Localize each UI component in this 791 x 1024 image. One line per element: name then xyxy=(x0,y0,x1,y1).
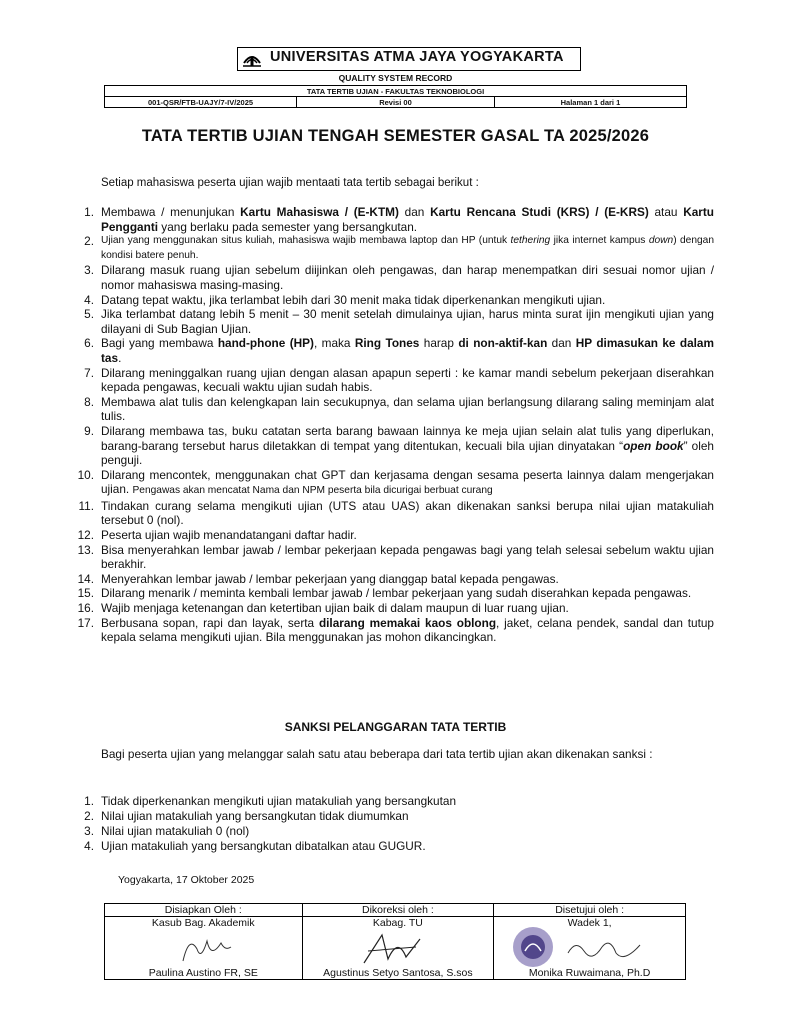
sanksi-number: 4. xyxy=(84,839,94,853)
rule-number: 2. xyxy=(84,234,94,249)
signer-name: Paulina Austino FR, SE xyxy=(148,967,258,979)
rule-item xyxy=(64,586,714,601)
faculty-stamp-icon xyxy=(510,923,556,971)
rule-text: Peserta ujian wajib menandatangani daftar hadir. xyxy=(101,528,357,543)
document-meta-table xyxy=(104,85,687,108)
rule-number: 7. xyxy=(84,365,94,380)
rule-number: 12. xyxy=(77,528,94,543)
signer-name: Monika Ruwaimana, Ph.D xyxy=(528,967,651,979)
document-page: Halaman 1 dari 1 xyxy=(494,97,686,108)
rule-text: Membawa / menunjukan Kartu Mahasiswa / (E-KTM) dan Kartu Rencana Studi (KRS) / (E-KRS) atau Kartu Pengganti yang berlaku pada semester yang bersangkutan. xyxy=(101,205,714,234)
rule-number: 15. xyxy=(77,586,94,601)
rule-item xyxy=(64,366,714,395)
rule-item xyxy=(64,293,714,308)
university-name: UNIVERSITAS ATMA JAYA YOGYAKARTA xyxy=(270,49,564,65)
rule-number: 14. xyxy=(77,571,94,586)
rule-item xyxy=(64,543,714,572)
rule-number: 13. xyxy=(77,542,94,557)
rule-number: 17. xyxy=(77,615,94,630)
rule-item xyxy=(64,499,714,528)
sanksi-text: Nilai ujian matakuliah 0 (nol) xyxy=(101,824,250,838)
rule-text: Berbusana sopan, rapi dan layak, serta dilarang memakai kaos oblong, jaket, celana pendek, sandal dan tutup kepala selama mengikuti ujian. Bila menggunakan jas mohon dikancingkan. xyxy=(101,615,714,645)
page-title: TATA TERTIB UJIAN TENGAH SEMESTER GASAL TA 2025/2026 xyxy=(141,127,650,145)
rule-number: 4. xyxy=(84,292,94,307)
signature-table xyxy=(104,903,686,980)
signature-head: Disetujui oleh : xyxy=(494,904,686,917)
signature-cell xyxy=(105,917,303,980)
rule-item xyxy=(64,424,714,468)
rule-text: Dilarang mencontek, menggunakan chat GPT dan kerjasama dengan sesama peserta lainnya dalam mengerjakan ujian. Pengawas akan mencatat Nama dan NPM peserta bila dicurigai berbuat curang xyxy=(101,467,714,497)
rule-number: 10. xyxy=(77,467,94,482)
rule-item xyxy=(64,468,714,499)
signer-role: Kasub Bag. Akademik xyxy=(151,917,255,929)
rule-text: Ujian yang menggunakan situs kuliah, mahasiswa wajib membawa laptop dan HP (untuk tethering jika internet kampus down) dengan kondisi batere penuh. xyxy=(101,235,714,261)
rule-number: 9. xyxy=(84,423,94,438)
sanksi-number: 3. xyxy=(84,824,94,838)
document-subtitle: TATA TERTIB UJIAN - FAKULTAS TEKNOBIOLOGI xyxy=(105,86,687,97)
handwritten-signature-icon xyxy=(175,931,235,967)
signer-role: Kabag. TU xyxy=(372,917,423,929)
record-type: QUALITY SYSTEM RECORD xyxy=(338,73,453,83)
sanksi-title: SANKSI PELANGGARAN TATA TERTIB xyxy=(284,720,507,734)
rule-text: Jika terlambat datang lebih 5 menit – 30 menit setelah dimulainya ujian, harus minta surat ijin mengikuti ujian yang dilayani di Sub Bagian Ujian. xyxy=(101,307,714,336)
rule-item xyxy=(64,234,714,263)
rule-text: Dilarang menarik / meminta kembali lembar jawab / lembar pekerjaan yang sudah diserahkan kepada pengawas. xyxy=(101,586,692,601)
handwritten-signature-icon xyxy=(564,933,644,969)
signature-cell xyxy=(494,917,686,980)
signer-name: Agustinus Setyo Santosa, S.sos xyxy=(323,967,473,979)
sanksi-text: Ujian matakuliah yang bersangkutan dibatalkan atau GUGUR. xyxy=(101,839,426,853)
sanksi-number: 1. xyxy=(84,794,94,808)
signer-role: Wadek 1, xyxy=(567,917,612,929)
rule-text: Dilarang membawa tas, buku catatan serta barang bawaan lainnya ke meja ujian selain alat tulis yang diperlukan, barang-barang tersebut harus diletakkan di tempat yang ditentukan, kecuali bila ujian dinyatakan “open book” oleh penguji. xyxy=(101,423,714,468)
sanksi-item xyxy=(64,824,714,839)
rule-number: 5. xyxy=(84,307,94,322)
rule-item xyxy=(64,307,714,336)
rule-text: Bagi yang membawa hand-phone (HP), maka Ring Tones harap di non-aktif-kan dan HP dimasukan ke dalam tas. xyxy=(101,336,714,365)
rule-number: 1. xyxy=(84,205,94,219)
rule-item xyxy=(64,263,714,292)
rule-number: 6. xyxy=(84,336,94,351)
signature-head: Dikoreksi oleh : xyxy=(302,904,494,917)
rule-text: Dilarang masuk ruang ujian sebelum diijinkan oleh pengawas, dan harap menempatkan diri sesuai nomor ujian / nomor mahasiswa masing-masing. xyxy=(101,263,714,292)
place-date: Yogyakarta, 17 Oktober 2025 xyxy=(118,874,255,886)
rule-number: 16. xyxy=(77,601,94,616)
rule-item xyxy=(64,395,714,424)
rule-number: 8. xyxy=(84,394,94,409)
sanksi-text: Tidak diperkenankan mengikuti ujian matakuliah yang bersangkutan xyxy=(101,794,457,808)
rule-text: Membawa alat tulis dan kelengkapan lain secukupnya, dan selama ujian berlangsung dilarang saling meminjam alat tulis. xyxy=(101,394,714,424)
sanksi-text: Nilai ujian matakuliah yang bersangkutan tidak diumumkan xyxy=(101,809,409,823)
sanksi-item xyxy=(64,839,714,854)
rule-text: Menyerahkan lembar jawab / lembar pekerjaan yang dianggap batal kepada pengawas. xyxy=(101,571,559,586)
rule-item xyxy=(64,205,714,234)
signature-cell xyxy=(302,917,494,980)
sanksi-item xyxy=(64,794,714,809)
rule-text: Wajib menjaga ketenangan dan ketertiban ujian baik di dalam maupun di luar ruang ujian. xyxy=(101,601,569,616)
rule-text: Datang tepat waktu, jika terlambat lebih dari 30 menit maka tidak diperkenankan mengikuti ujian. xyxy=(101,292,606,307)
document-code: 001-QSR/FTB-UAJY/7-IV/2025 xyxy=(105,97,297,108)
document-revision: Revisi 00 xyxy=(297,97,495,108)
rule-text: Tindakan curang selama mengikuti ujian (UTS atau UAS) akan dikenakan sanksi berupa nilai ujian matakuliah tersebut 0 (nol). xyxy=(101,498,714,528)
sanksi-intro: Bagi peserta ujian yang melanggar salah satu atau beberapa dari tata tertib ujian akan dikenakan sanksi : xyxy=(101,747,653,761)
rule-text: Bisa menyerahkan lembar jawab / lembar pekerjaan kepada pengawas bagi yang telah selesai sebelum waktu ujian berakhir. xyxy=(101,542,714,572)
rule-number: 11. xyxy=(78,498,94,513)
handwritten-signature-icon xyxy=(358,929,428,969)
rule-item xyxy=(64,601,714,616)
rule-text: Dilarang meninggalkan ruang ujian dengan alasan apapun seperti : ke kamar mandi sebelum pekerjaan diserahkan kepada pengawas, kecuali waktu ujian sudah habis. xyxy=(101,365,714,395)
sanksi-item xyxy=(64,809,714,824)
signature-head: Disiapkan Oleh : xyxy=(105,904,303,917)
sanksi-number: 2. xyxy=(84,809,94,823)
intro-text: Setiap mahasiswa peserta ujian wajib mentaati tata tertib sebagai berikut : xyxy=(101,177,479,189)
university-logo-icon xyxy=(241,49,263,69)
rule-number: 3. xyxy=(84,263,94,278)
rule-item xyxy=(64,528,714,543)
rules-list xyxy=(64,205,714,645)
rule-item xyxy=(64,616,714,645)
rule-item xyxy=(64,336,714,365)
rule-item xyxy=(64,572,714,587)
sanksi-list xyxy=(64,794,714,854)
